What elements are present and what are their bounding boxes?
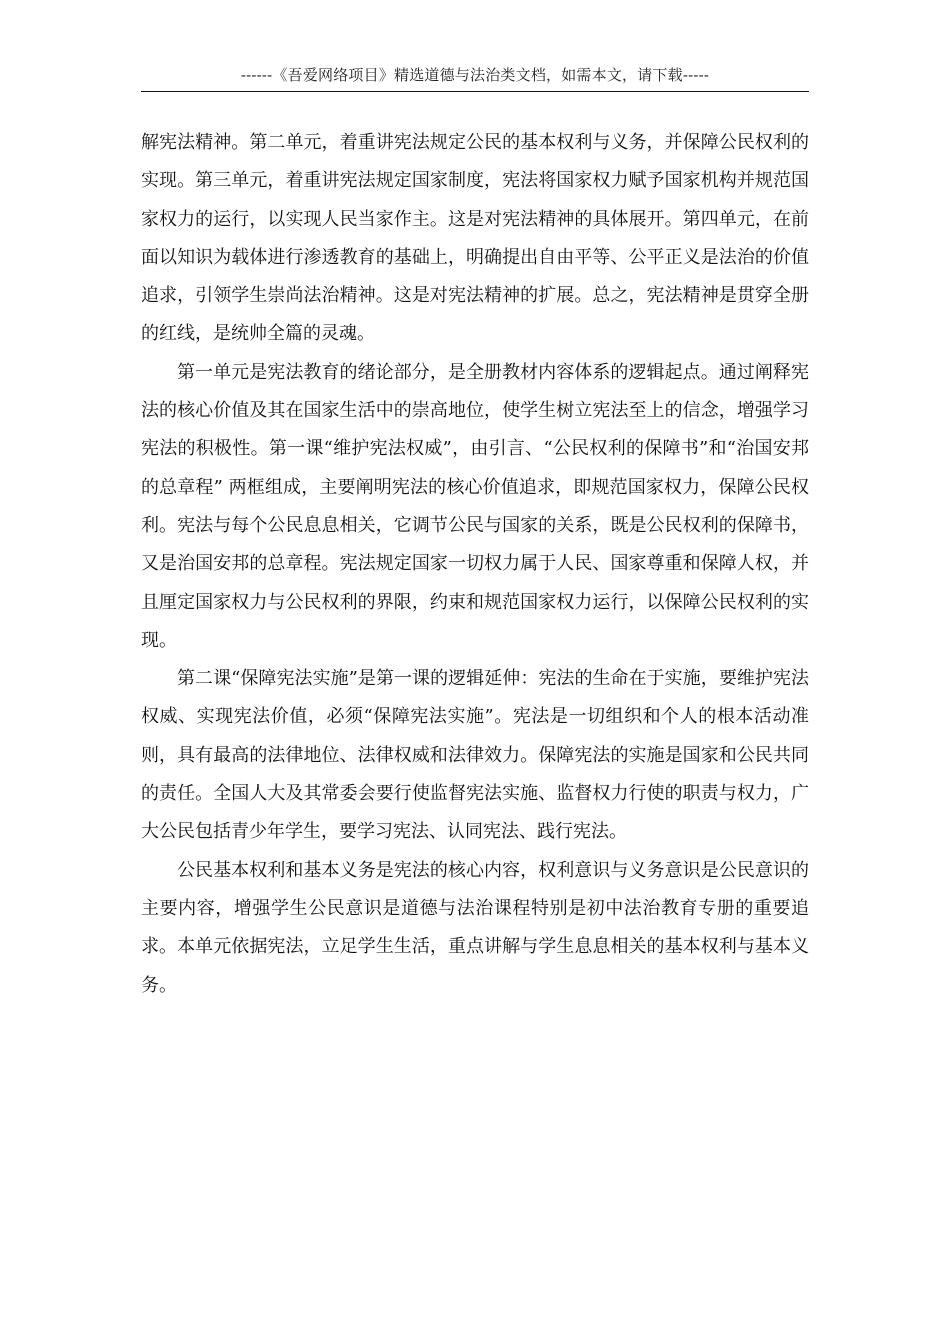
header-divider xyxy=(141,91,809,92)
paragraph: 第一单元是宪法教育的绪论部分，是全册教材内容体系的逻辑起点。通过阐释宪法的核心价值及其在国家生活中的崇高地位，使学生树立宪法至上的信念，增强学习宪法的积极性。第一课“维护宪法权威”，由引言、“公民权利的保障书”和“治国安邦的总章程” 两框组成，主要阐明宪法的核心价值追求，即规范国家权力，保障公民权利。宪法与每个公民息息相关，它调节公民与国家的关系，既是公民权利的保障书，又是治国安邦的总章程。宪法规定国家一切权力属于人民、国家尊重和保障人权，并且厘定国家权力与公民权利的界限，约束和规范国家权力运行，以保障公民权利的实现。 xyxy=(141,361,809,651)
document-body xyxy=(141,124,809,1005)
paragraph: 第二课“保障宪法实施”是第一课的逻辑延伸：宪法的生命在于实施，要维护宪法权威、实现宪法价值，必须“保障宪法实施”。宪法是一切组织和个人的根本活动准则，具有最高的法律地位、法律权威和法律效力。保障宪法的实施是国家和公民共同的责任。全国人大及其常委会要行使监督宪法实施、监督权力行使的职责与权力，广大公民包括青少年学生，要学习宪法、认同宪法、践行宪法。 xyxy=(141,668,809,843)
paragraph: 公民基本权利和基本义务是宪法的核心内容，权利意识与义务意识是公民意识的主要内容，增强学生公民意识是道德与法治课程特别是初中法治教育专册的重要追求。本单元依据宪法，立足学生生活，重点讲解与学生息息相关的基本权利与基本义务。 xyxy=(141,859,809,996)
paragraph: 解宪法精神。第二单元，着重讲宪法规定公民的基本权利与义务，并保障公民权利的实现。第三单元，着重讲宪法规定国家制度，宪法将国家权力赋予国家机构并规范国家权力的运行，以实现人民当家作主。这是对宪法精神的具体展开。第四单元，在前面以知识为载体进行渗透教育的基础上，明确提出自由平等、公平正义是法治的价值追求，引领学生崇尚法治精神。这是对宪法精神的扩展。总之，宪法精神是贯穿全册的红线，是统帅全篇的灵魂。 xyxy=(141,132,809,345)
page-header: ------《吾爱网络项目》精选道德与法治类文档，如需本文，请下载----- xyxy=(240,66,710,84)
